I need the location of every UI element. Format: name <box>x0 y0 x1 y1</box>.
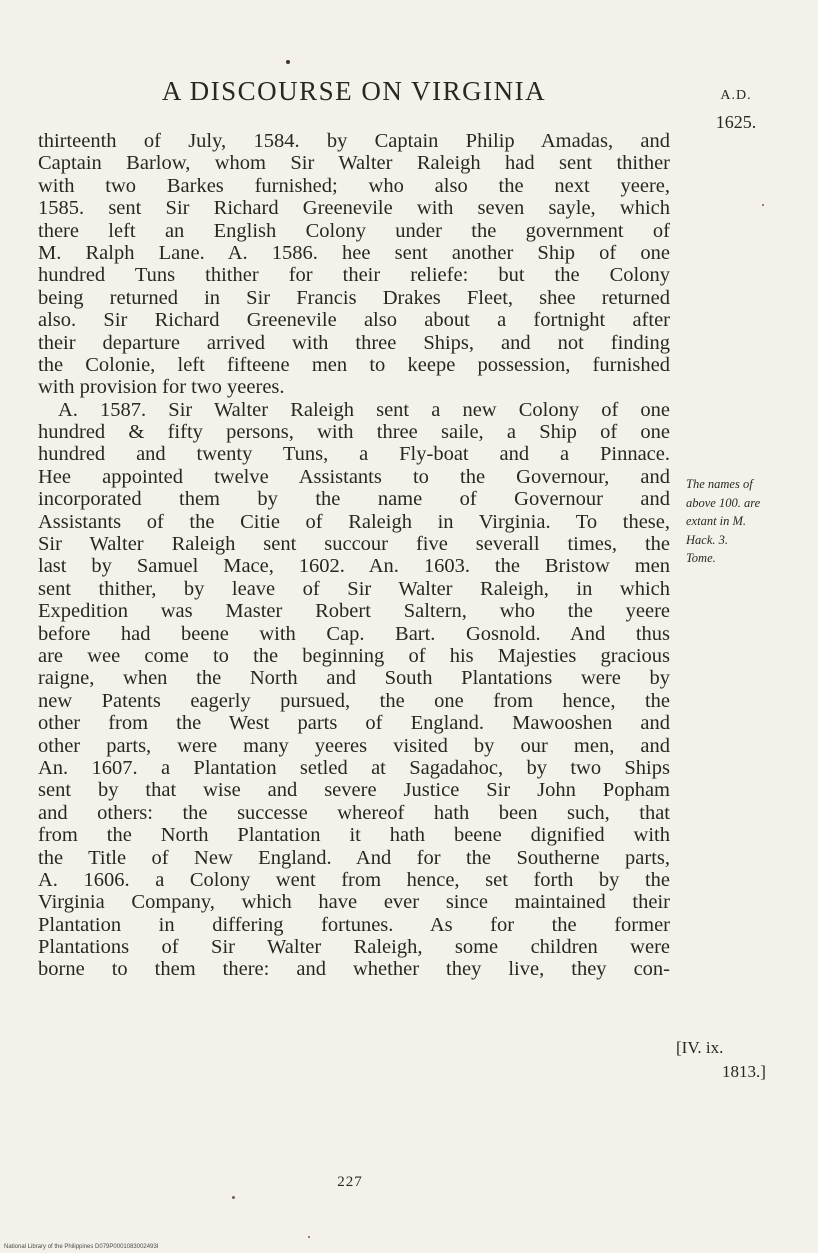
text-line: An. 1607. a Plantation setled at Sagadahoc, by two Ships <box>38 756 670 779</box>
text-line: Hee appointed twelve Assistants to the Governour, and <box>38 465 670 488</box>
text-line: sent by that wise and severe Justice Sir John Popham <box>38 779 670 802</box>
text-line: are wee come to the beginning of his Majesties gracious <box>38 644 670 667</box>
text-line: A. 1587. Sir Walter Raleigh sent a new Colony of one <box>58 398 670 421</box>
text-line: Expedition was Master Robert Saltern, who the yeere <box>38 600 670 623</box>
printer-mark <box>286 60 290 64</box>
text-line: hundred Tuns thither for their reliefe: but the Colony <box>38 264 670 287</box>
text-line: hundred & fifty persons, with three saile, a Ship of one <box>38 421 670 444</box>
text-line: there left an English Colony under the government of <box>38 219 670 242</box>
marginal-era: A.D. <box>720 88 752 103</box>
marginal-year: 1625. <box>715 112 757 132</box>
text-line: borne to them there: and whether they live, they con- <box>38 958 670 981</box>
text-line: Plantations of Sir Walter Raleigh, some children were <box>38 936 670 959</box>
page-number: 227 <box>337 1174 363 1190</box>
running-head-title: A DISCOURSE ON VIRGINIA <box>161 76 547 106</box>
margin-note <box>686 475 806 568</box>
margin-note-line: above 100. are <box>686 495 761 510</box>
edition-reference-page: 1813.] <box>722 1062 766 1081</box>
margin-note-line: The names of <box>686 477 753 491</box>
text-line: sent thither, by leave of Sir Walter Raleigh, in which <box>38 577 670 600</box>
scan-credit: National Library of the Philippines D079P0001083002493I <box>4 1244 159 1250</box>
text-line: incorporated them by the name of Governour and <box>38 488 670 511</box>
text-line: the Title of New England. And for the Southerne parts, <box>38 846 670 869</box>
text-line: other parts, were many yeeres visited by our men, and <box>38 734 670 757</box>
text-line: Sir Walter Raleigh sent succour five severall times, the <box>38 533 670 556</box>
text-line: the Colonie, left fifteene men to keepe possession, furnished <box>38 353 670 376</box>
text-line: their departure arrived with three Ships, and not finding <box>38 331 670 354</box>
ink-speck <box>308 1236 310 1238</box>
ink-speck <box>762 204 764 206</box>
text-line: new Patents eagerly pursued, the one from hence, the <box>38 689 670 712</box>
text-line: last by Samuel Mace, 1602. An. 1603. the Bristow men <box>38 555 670 578</box>
text-line: thirteenth of July, 1584. by Captain Philip Amadas, and <box>38 130 670 152</box>
edition-reference-volume: [IV. ix. <box>676 1038 724 1057</box>
text-line: other from the West parts of England. Mawooshen and <box>38 712 670 735</box>
text-line: Captain Barlow, whom Sir Walter Raleigh had sent thither <box>38 152 670 175</box>
text-line: before had beene with Cap. Bart. Gosnold. And thus <box>38 622 670 645</box>
margin-note-line: Hack. 3. <box>686 532 728 547</box>
text-line: and others: the successe whereof hath been such, that <box>38 801 670 824</box>
text-line: 1585. sent Sir Richard Greenevile with seven sayle, which <box>38 197 670 220</box>
text-line: A. 1606. a Colony went from hence, set forth by the <box>38 868 670 891</box>
text-line: Plantation in differing fortunes. As for the former <box>38 913 670 936</box>
text-line: hundred and twenty Tuns, a Fly-boat and a Pinnace. <box>38 443 670 466</box>
text-line: raigne, when the North and South Plantations were by <box>38 667 670 690</box>
edition-reference <box>676 1036 806 1084</box>
text-line: Assistants of the Citie of Raleigh in Virginia. To these, <box>38 510 670 533</box>
text-line: M. Ralph Lane. A. 1586. hee sent another Ship of one <box>38 241 670 264</box>
ink-speck <box>232 1196 235 1199</box>
text-line: Virginia Company, which have ever since maintained their <box>38 891 670 914</box>
text-line: from the North Plantation it hath beene dignified with <box>38 824 670 847</box>
margin-note-line: Tome. <box>686 551 716 565</box>
text-line: with provision for two yeeres. <box>38 376 285 399</box>
body-text <box>38 130 670 981</box>
text-line: also. Sir Richard Greenevile also about a fortnight after <box>38 309 670 332</box>
margin-note-line: extant in M. <box>686 514 747 528</box>
text-line: with two Barkes furnished; who also the next yeere, <box>38 174 670 197</box>
text-line: being returned in Sir Francis Drakes Fleet, shee returned <box>38 286 670 309</box>
